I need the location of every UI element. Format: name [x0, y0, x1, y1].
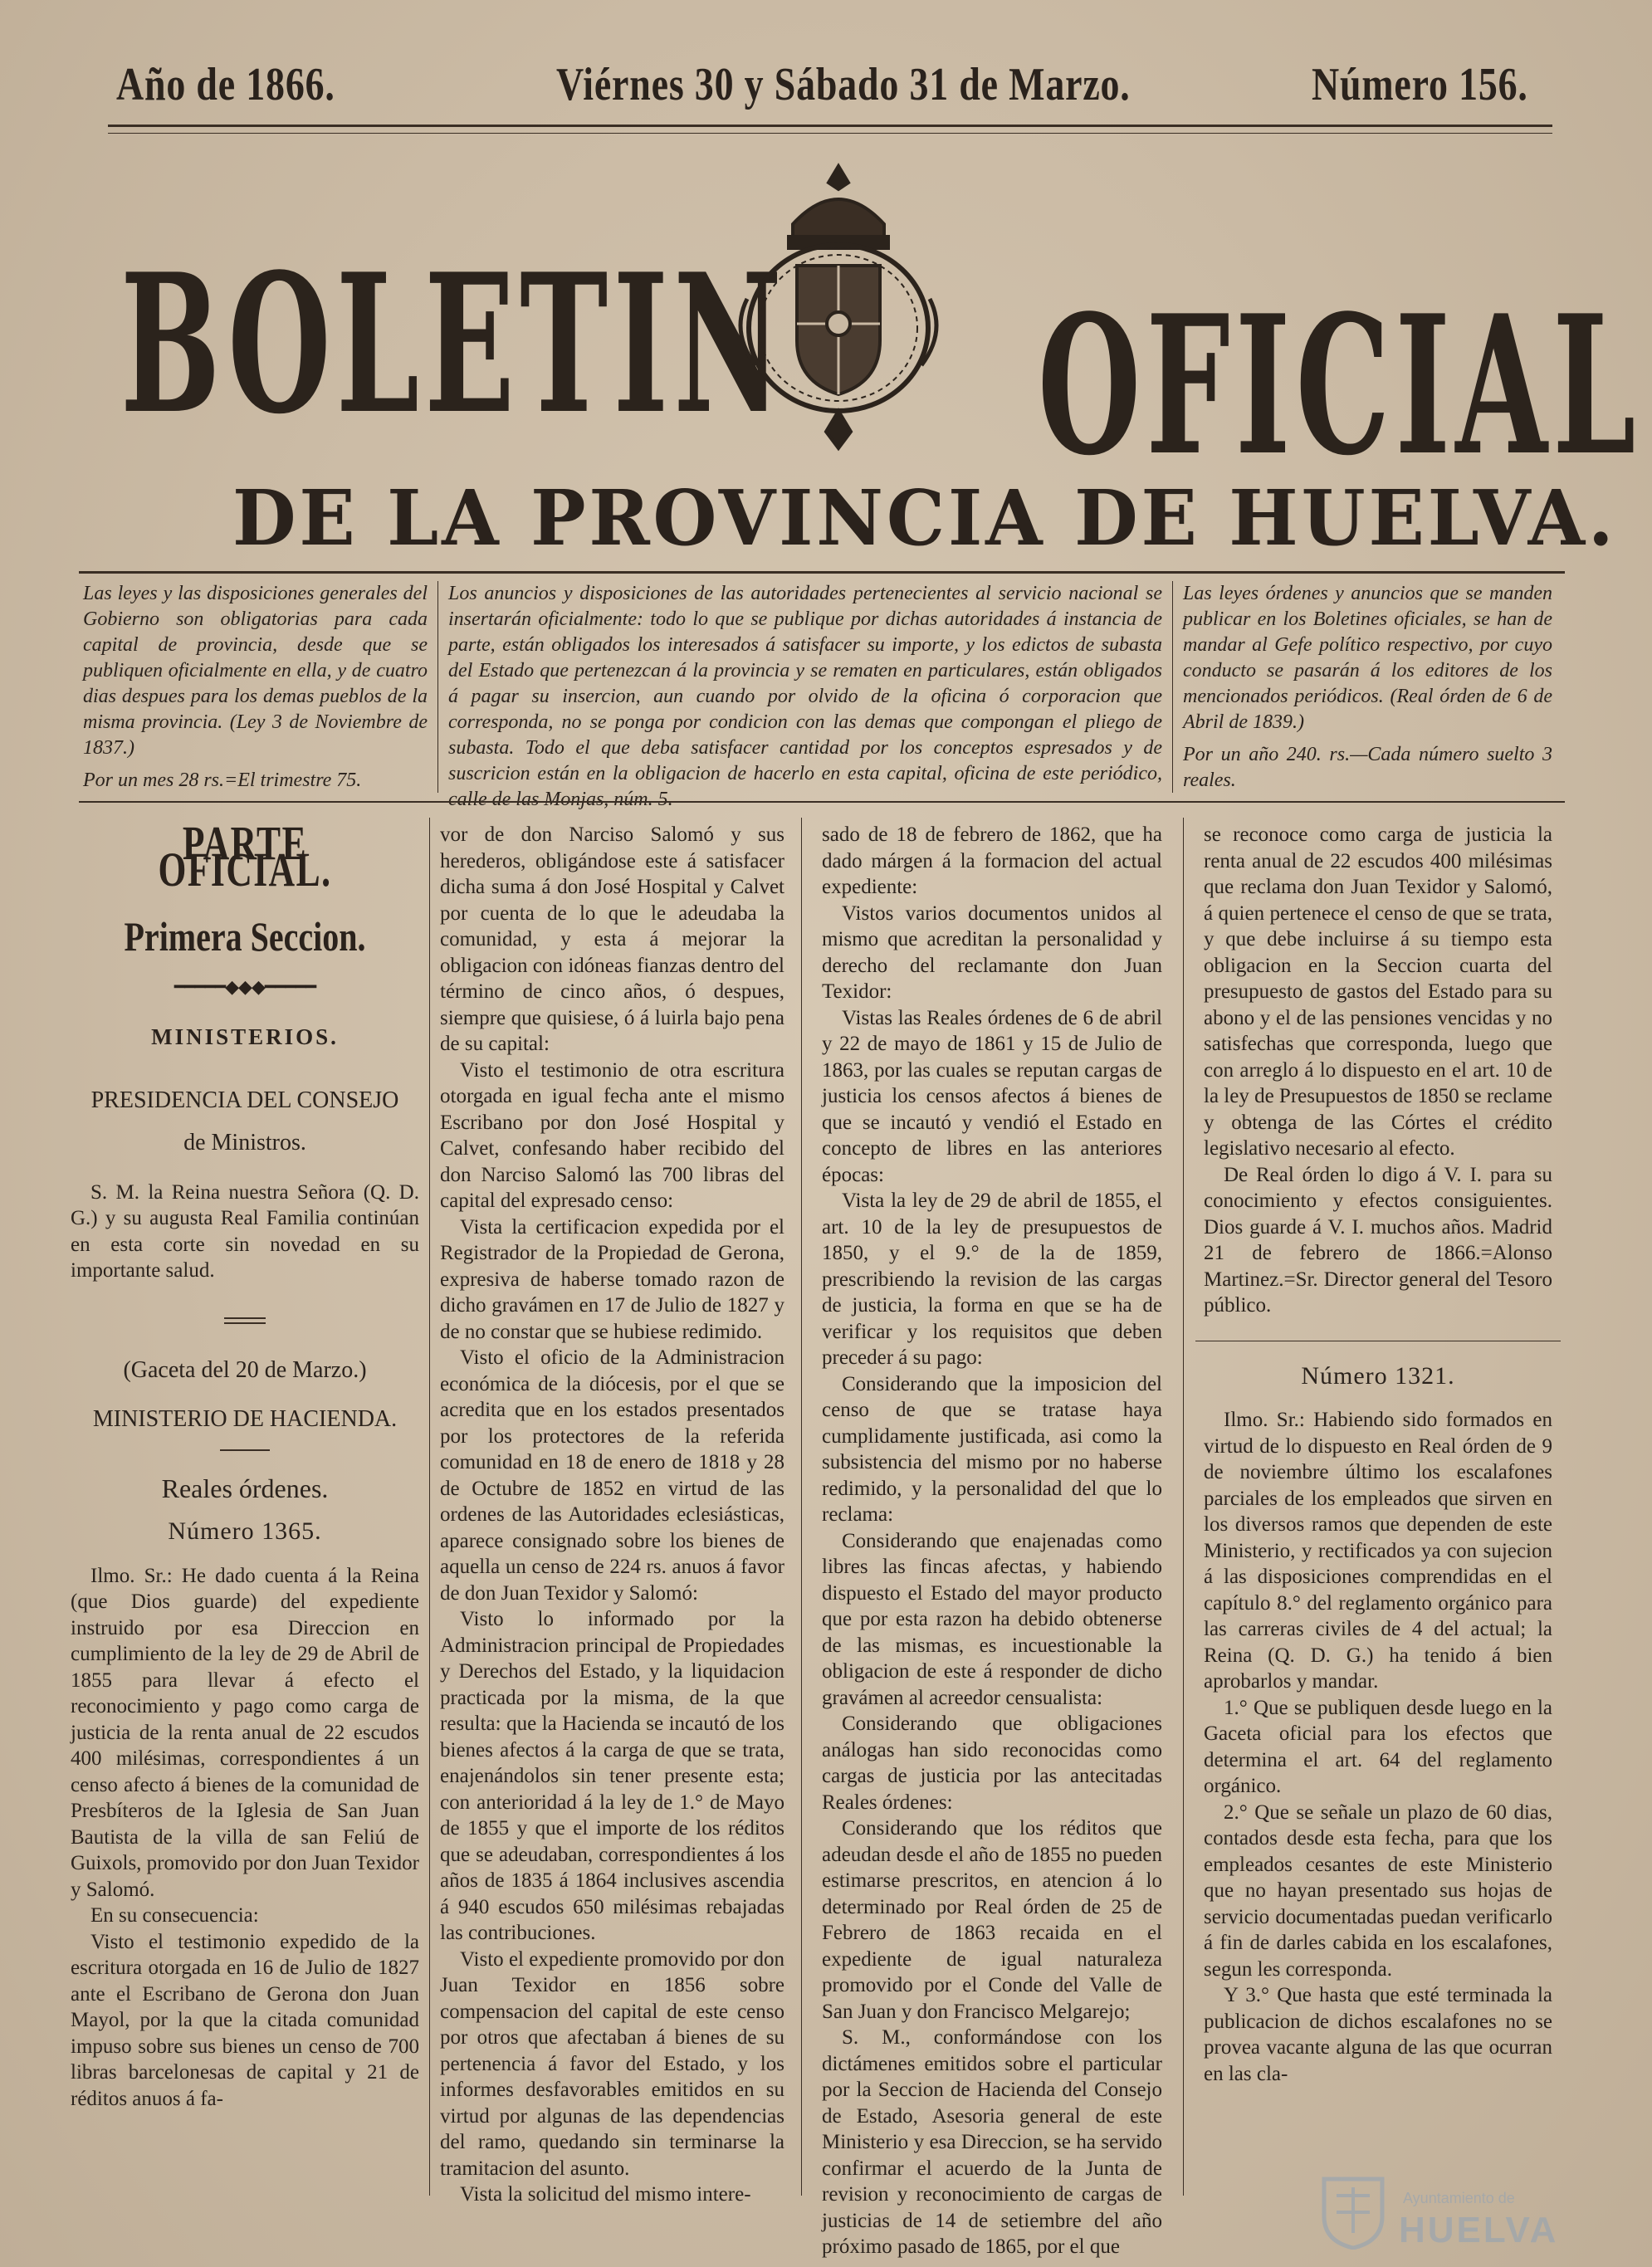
ministros-heading: de Ministros.: [183, 1130, 306, 1155]
notice-announcements-text: Los anuncios y disposiciones de las autoridades pertenecientes al servicio nacional se insertarán oficialmente: todo lo que se publique por dichas autoridades á instancia de parte, están obligados los interesados á satisfacer su importe, y los edictos de subasta del Estado que pertenezcan á la provincia y se rematen en particulares, están obligados á pagar su insercion, aun cuando por olvido de la oficina ó corporacion que corresponda, no se ponga por condicion con las demas que compongan el pliego de subasta. Todo el que deba satisfacer cantidad por los conceptos espresados y de suscricion están en la obligacion de hacerlo en esta capital, oficina de este periódico, calle de las Monjas, núm. 5.: [448, 583, 1162, 810]
notice-orders: [1183, 581, 1552, 794]
masthead-subtitle: DE LA PROVINCIA DE HUELVA.: [232, 473, 1617, 563]
paragraph: Vista la certificacion expedida por el Registrador de la Propiedad de Gerona, expresiva de haberse tomado razon de dicho gravámen en 17 de Julio de 1827 y de no constar que se hubiese redimido.: [440, 1215, 784, 1343]
date-line: [108, 58, 1552, 116]
short-rule: [220, 1449, 270, 1451]
paragraph: Considerando que enajenadas como libres las fincas afectas, y habiendo dispuesto el Estado del mayor producto que por esta razon ha debido obtenerse de las mismas, es incuestionable la obligacion de este á responder de dicho gravámen al acreedor censualista:: [822, 1529, 1162, 1709]
notice-announcements: [448, 581, 1162, 813]
ornament-divider: ━━━━━◆◆◆━━━━━: [174, 975, 316, 997]
column-3: [822, 822, 1162, 2260]
masthead-title-right: OFICIAL: [1038, 274, 1641, 498]
paragraph: S. M. la Reina nuestra Señora (Q. D. G.) y su augusta Real Familia continúan en esta corte sin novedad en su importante salud.: [71, 1180, 419, 1282]
archive-watermark: [1320, 2175, 1602, 2250]
short-rule: [224, 1322, 266, 1324]
paragraph: Ilmo. Sr.: Habiendo sido formados en virtud de lo dispuesto en Real órden de 9 de noviembre último los escalafones parciales de los empleados que sirven en los diversos ramos que dependen de este Ministerio, y rectificados ya con sujecion á las disposiciones comprendidas en el capítulo 8.° del reglamento orgánico para las carreras civiles de 4 del actual; la Reina (Q. D. G.) ha tenido á bien aprobarlos y mandar.: [1204, 1409, 1552, 1693]
notice-orders-price: Por un año 240. rs.—Cada número suelto 3 reales.: [1183, 744, 1552, 791]
notice-laws: [83, 581, 428, 794]
paragraph: En su consecuencia:: [90, 1904, 259, 1927]
city-shield-icon: [1320, 2175, 1386, 2250]
column-2: [440, 822, 784, 2208]
top-rule: [108, 125, 1552, 127]
paragraph: Visto el testimonio expedido de la escritura otorgada en 16 de Julio de 1827 ante el Escribano de Gerona don Juan Mayol, por la que la citada comunidad impuso sobre sus bienes un censo de 700 libras barcelonesas de capital y 21 de réditos anuos á fa-: [71, 1930, 419, 2110]
column-divider: [1183, 818, 1184, 2196]
paragraph: Considerando que la imposicion del censo de que se tratase haya cumplidamente justificada, asi como la subsistencia del mismo por no haberse redimido, y la personalidad del que lo reclama:: [822, 1372, 1162, 1526]
order-number: Número 1321.: [1301, 1361, 1455, 1390]
paragraph: Vista la ley de 29 de abril de 1855, el art. 10 de la ley de presupuestos de 1850, y el 9.° de la de 1859, prescribiendo la revision de las cargas de justicia, la forma en que se ha de verificar y los requisitos que deben preceder á su pago:: [822, 1190, 1162, 1369]
paragraph: 1.° Que se publiquen desde luego en la Gaceta oficial para los efectos que determina el art. 64 del reglamento orgánico.: [1204, 1696, 1552, 1797]
paragraph: se reconoce como carga de justicia la renta anual de 22 escudos 400 milésimas que reclama don Juan Texidor y Salomó, á quien pertenece el censo de que se trata, y que debe incluirse á su tiempo esta obligacion en la Seccion cuarta del presupuesto de gastos del Estado para su abono y el de las pensiones vencidas y no satisfechas que corresponda, luego que con arreglo á lo dispuesto en el art. 10 de la ley de Presupuestos de 1850 se reclame y obtenga de las Córtes el crédito legislativo necesario al efecto.: [1204, 823, 1553, 1160]
column-4: [1204, 822, 1552, 2087]
notice-divider: [1172, 581, 1173, 793]
paragraph: Considerando que obligaciones análogas han sido reconocidas como cargas de justicia por las antecitadas Reales órdenes:: [822, 1712, 1162, 1814]
paragraph: vor de don Narciso Salomó y sus herederos, obligándose este á satisfacer dicha suma á don José Hospital y Calvet por cuenta de lo que le adeudaba la comunidad, y esta á mejorar la obligacion con idóneas fianzas dentro del término de cinco años, ó despues, siempre que quisiese, ó á luirla bajo pena de su capital:: [440, 823, 784, 1055]
ministerios-heading: MINISTERIOS.: [151, 1024, 339, 1049]
paragraph: Visto el expediente promovido por don Juan Texidor en 1856 sobre compensacion del capital de este censo por otros que afectaban á bienes de su pertenencia á favor del Estado, y los informes desfavorables emitidos en su virtud por algunas de las dependencias del ramo, quedando sin terminarse la tramitacion del asunto.: [440, 1947, 784, 2180]
paragraph: Visto el oficio de la Administracion económica de la diócesis, por el que se acredita que en los estados presentados por los protectores de la referida comunidad en 18 de enero de 1818 y 28 de Octubre de 1852 en virtud de las ordenes de las Autoridades eclesiásticas, aparece consignado sobre los bienes de aquella un censo de 224 rs. anuos á favor de don Juan Texidor y Salomó:: [440, 1346, 784, 1605]
paragraph: Ilmo. Sr.: He dado cuenta á la Reina (que Dios guarde) del expediente instruido por esa Direccion en cumplimiento de la ley de 29 de Abril de 1855 para llevar á efecto el reconocimiento y pago como carga de justicia de la renta anual de 22 escudos 400 milésimas, correspondientes á un censo afecto á bienes de la comunidad de Presbíteros de la Iglesia de San Juan Bautista de la villa de san Feliú de Guixols, promovido por don Juan Texidor y Salomó.: [71, 1564, 419, 1901]
column-divider: [801, 818, 802, 2196]
short-rule: [224, 1317, 266, 1319]
issue-year: Año de 1866.: [116, 59, 335, 110]
masthead-title-left: BOLETIN: [120, 232, 787, 457]
paragraph: Considerando que los réditos que adeudan desde el año de 1855 no pueden estimarse prescritos, en atencion á lo determinado por Real órden de 25 de Febrero de 1863 recaida en el expediente de igual naturaleza promovido por el Conde del Valle de San Juan y don Francisco Melgarejo;: [822, 1817, 1162, 2023]
parte-oficial-heading: PARTE OFICIAL.: [158, 816, 332, 897]
paragraph: sado de 18 de febrero de 1862, que ha dado márgen á la formacion del actual expediente:: [822, 823, 1162, 898]
notice-rule: [79, 801, 1565, 803]
masthead-rule: [79, 571, 1565, 574]
column-1: [71, 816, 419, 2112]
notice-laws-text: Las leyes y las disposiciones generales del Gobierno son obligatorias para cada capital de provincia, desde que se publiquen oficialmente en ella, y de cuatro dias despues para los demas pueblos de la misma provincia. (Ley 3 de Noviembre de 1837.): [83, 583, 428, 759]
paragraph: Vistos varios documentos unidos al mismo que acreditan la personalidad y derecho del reclamante don Juan Texidor:: [822, 901, 1162, 1003]
paragraph: De Real órden lo digo á V. I. para su conocimiento y efectos consiguientes. Dios guarde á V. I. muchos años. Madrid 21 de febrero de 1866.=Alonso Martinez.=Sr. Director general del Tesoro público.: [1204, 1163, 1552, 1317]
paragraph: Y 3.° Que hasta que esté terminada la publicacion de dichos escalafones no se provea vacante alguna de las que ocurran en las cla-: [1204, 1984, 1552, 2085]
order-number: Número 1365.: [168, 1517, 322, 1545]
royal-coat-of-arms-icon: [714, 158, 963, 457]
notice-orders-text: Las leyes órdenes y anuncios que se manden publicar en los Boletines oficiales, se han de mandar al Gefe político respectivo, por cuyo conducto se pasarán á los editores de los mencionados periódicos. (Real órden de 6 de Abril de 1839.): [1183, 583, 1552, 733]
notice-divider: [437, 581, 438, 793]
paragraph: Visto lo informado por la Administracion principal de Propiedades y Derechos del Estado, y la liquidacion practicada por la misma, de la que resulta: que la Hacienda se incautó de los bienes afectos á la carga de que se trata, enajenándolos sin tener presente esta; con anterioridad á la ley de 1.° de Mayo de 1855 y que el importe de los réditos que se adeudaban, correspondientes á los años de 1835 á 1864 inclusives ascendia á 940 escudos 650 milésimas rebajadas las contribuciones.: [440, 1608, 784, 1944]
top-rule-thin: [108, 133, 1552, 134]
paragraph: S. M., conformándose con los dictámenes emitidos sobre el particular por la Seccion de Hacienda del Consejo de Estado, Asesoria general de este Ministerio y esa Direccion, se ha servido confirmar el acuerdo de la Junta de revision y reconocimiento de cargas de justicias de 14 de setiembre del año próximo pasado de 1865, por el que: [822, 2026, 1162, 2258]
paragraph: Visto el testimonio de otra escritura otorgada en igual fecha ante el mismo Escribano por don José Hospital y Calvet, confesando haber recibido del don Narciso Salomó las 700 libras del capital del expresado censo:: [440, 1058, 784, 1212]
presidencia-heading: PRESIDENCIA DEL CONSEJO: [90, 1087, 399, 1113]
section-heading: Primera Seccion.: [124, 913, 366, 960]
column-divider: [429, 818, 430, 2196]
paragraph: Vista la solicitud del mismo intere-: [460, 2183, 751, 2206]
hacienda-heading: MINISTERIO DE HACIENDA.: [92, 1406, 398, 1432]
issue-date: Viérnes 30 y Sábado 31 de Marzo.: [556, 59, 1131, 110]
issue-number: Número 156.: [1312, 59, 1528, 110]
gaceta-note: (Gaceta del 20 de Marzo.): [123, 1356, 367, 1383]
watermark-small-text: Ayuntamiento de: [1403, 2190, 1515, 2206]
paragraph: 2.° Que se señale un plazo de 60 dias, contados desde esta fecha, para que los empleados cesantes de este Ministerio que no hayan presentado sus hojas de servicio documentadas puedan verificarlo á fin de darles cabida en los escalafones, segun les corresponda.: [1204, 1800, 1552, 1981]
watermark-text: HUELVA: [1399, 2210, 1559, 2250]
reales-ordenes-heading: Reales órdenes.: [161, 1473, 329, 1503]
paragraph: Vistas las Reales órdenes de 6 de abril y 22 de mayo de 1861 y 15 de Julio de 1863, por las cuales se reputan cargas de justicia los censos afectos á bienes de que se incautó y vendió el Estado en concepto de libres en las anteriores épocas:: [822, 1006, 1162, 1186]
notice-laws-price: Por un mes 28 rs.=El trimestre 75.: [83, 770, 362, 791]
